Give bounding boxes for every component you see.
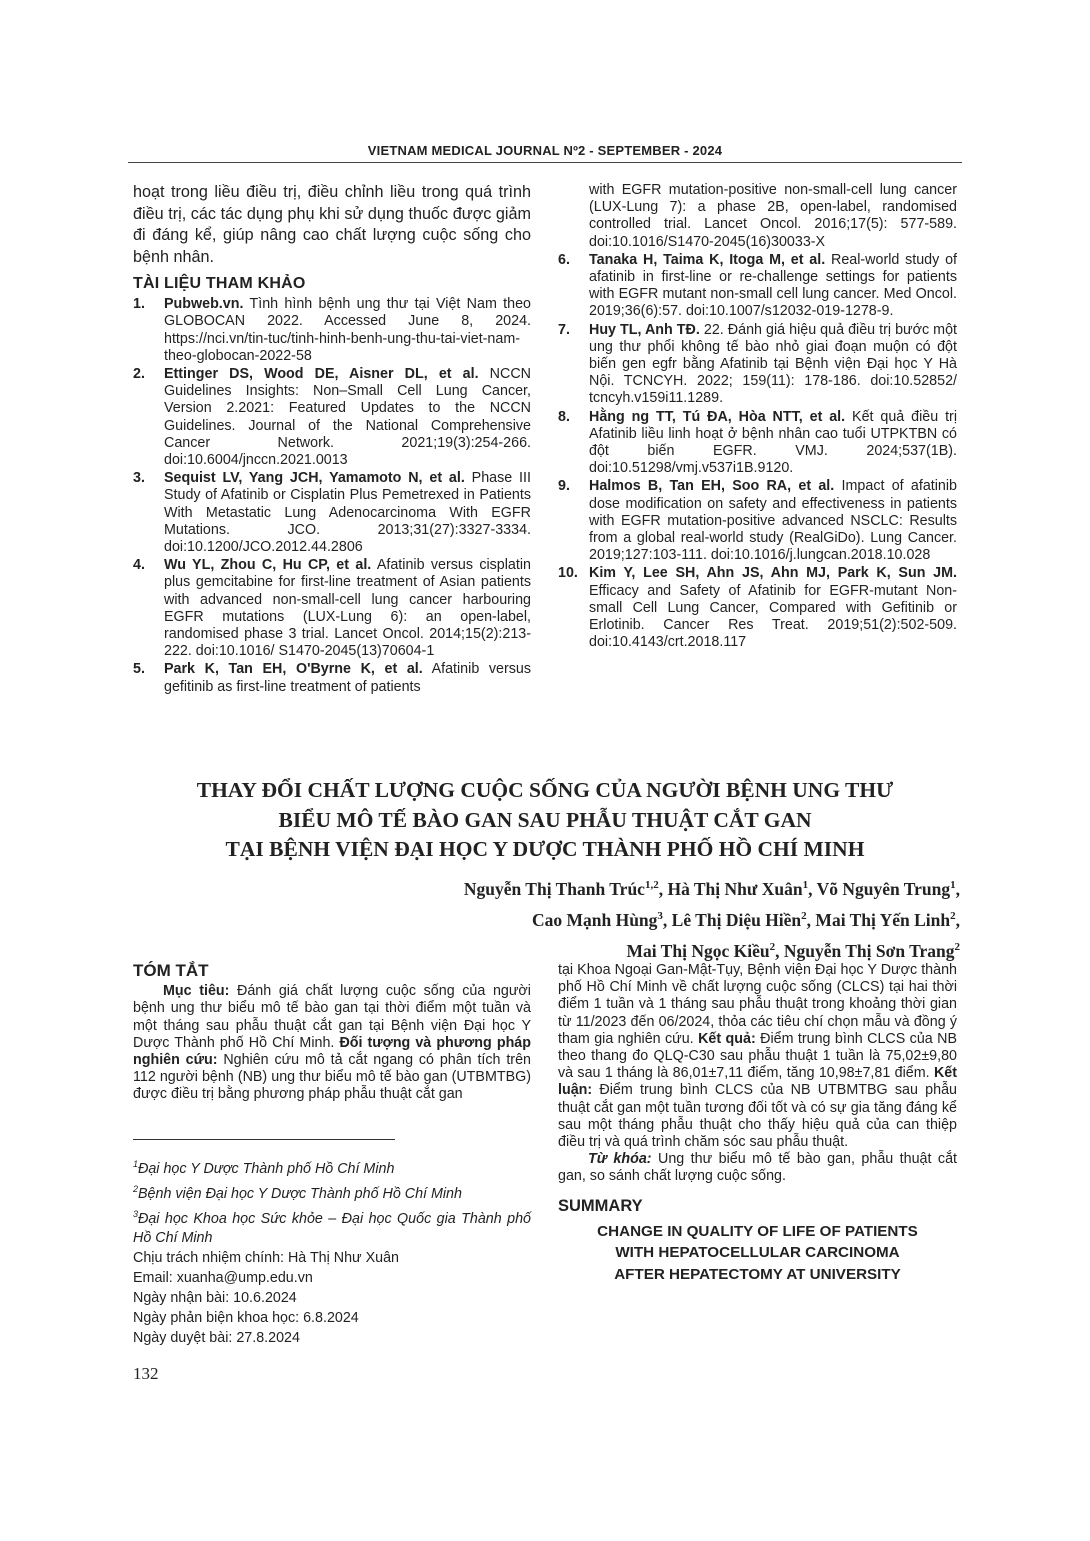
page-number: 132 <box>133 1364 159 1383</box>
author-affiliation: 2 <box>801 909 807 922</box>
reference-number: 10. <box>558 565 578 582</box>
author-affiliation: 3 <box>657 909 663 922</box>
conclusion-text: Điểm trung bình CLCS của NB UTBMTBG sau phẫu thuật cắt gan một tuần tương đối tốt và có sự gia tăng đáng kể sau một tháng phẫu thuật cho thấy hiệu quả của can thiệp điều trị và quá trình chăm sóc sau phẫu thuật. <box>558 1082 957 1151</box>
author-name: Võ Nguyên Trung <box>816 878 951 899</box>
header-rule <box>128 162 962 163</box>
reference-item <box>133 296 531 365</box>
reference-number: 5. <box>133 661 145 678</box>
author-name: Nguyễn Thị Thanh Trúc <box>463 878 645 899</box>
references-list-left <box>133 296 531 696</box>
reference-body <box>589 565 957 651</box>
summary-title-line: WITH HEPATOCELLULAR CARCINOMA <box>615 1244 900 1262</box>
reference-authors: Hằng ng TT, Tú ĐA, Hòa NTT, et al. <box>589 408 846 425</box>
reference-body <box>164 470 531 556</box>
conclusion-label: Kết luận: <box>558 1065 957 1099</box>
reference-authors: Halmos B, Tan EH, Soo RA, et al. <box>589 478 835 495</box>
summary-title-line: AFTER HEPATECTOMY AT UNIVERSITY <box>614 1265 901 1283</box>
reference-body <box>589 478 957 564</box>
reference-item <box>133 366 531 469</box>
reference-text: Tình hình bệnh ung thư tại Việt Nam theo GLOBOCAN 2022. Accessed June 8, 2024. https://nci.vn/tin-tuc/tinh-hinh-benh-ung-thu-tai-viet-nam-theo-globocan-2022-58 <box>164 296 531 364</box>
author-line <box>300 872 960 903</box>
author-name: Mai Thị Yến Linh <box>815 909 951 930</box>
reference-body <box>589 322 957 408</box>
top-left-column <box>133 182 531 697</box>
reference-number: 8. <box>558 408 570 425</box>
footnote-marker: 3 <box>133 1208 139 1219</box>
footnote-rule <box>133 1139 395 1140</box>
reference-item <box>558 322 957 408</box>
methods-text: Nghiên cứu mô tả cắt ngang có phân tích trên 112 người bệnh (NB) ung thư biểu mô tế bào gan (UTBMTBG) được điều trị bằng phương pháp phẫu thuật cắt gan <box>133 1052 531 1103</box>
reference-authors: Tanaka H, Taima K, Itoga M, et al. <box>589 251 826 268</box>
objective-text: Đánh giá chất lượng cuộc sống của người bệnh ung thư biểu mô tế bào gan tại thời điểm một tuần và một tháng sau phẫu thuật cắt gan tại Bệnh viện Đại học Y Dược Thành phố Hồ Chí Minh. <box>133 983 531 1051</box>
corresponding-author: Chịu trách nhiệm chính: Hà Thị Như Xuân <box>133 1250 399 1267</box>
article-title <box>128 776 962 865</box>
author-separator: , <box>662 909 672 930</box>
author-separator: , <box>955 878 960 899</box>
reference-number: 7. <box>558 321 570 338</box>
author-separator: , <box>806 909 816 930</box>
abstract-heading: TÓM TẮT <box>133 961 209 980</box>
footnote-marker: 1 <box>133 1159 139 1169</box>
reference-text: 22. Đánh giá hiệu quả điều trị bước một ung thư phổi không tế bào nhỏ giai đoạn muộn có đột biến gen egfr bằng Afatinib tại Bệnh viện Đại học Y Hà Nội. TCNCYH. 2022; 159(11): 178-186. doi:10.52852/ tcncyh.v159i11.1289. <box>589 321 957 407</box>
reference-number: 9. <box>558 478 570 495</box>
author-name: Lê Thị Diệu Hiền <box>671 909 802 930</box>
results-text: Điểm trung bình CLCS của NB theo thang đo QLQ-C30 sau phẫu thuật 1 tuần là 75,02±9,80 và sau 1 tháng là 86,01±7,11 điểm, tăng 10,98±7,81 điểm. <box>558 1030 957 1082</box>
author-line <box>300 934 960 965</box>
footnote-text: Bệnh viện Đại học Y Dược Thành phố Hồ Chí Minh <box>138 1185 462 1202</box>
article-title-line: TẠI BỆNH VIỆN ĐẠI HỌC Y DƯỢC THÀNH PHỐ HỒ CHÍ MINH <box>225 837 865 861</box>
reference-number: 2. <box>133 366 145 383</box>
email: Email: xuanha@ump.edu.vn <box>133 1270 313 1287</box>
references-list-right <box>558 252 957 652</box>
reference-authors: Wu YL, Zhou C, Hu CP, et al. <box>164 557 372 574</box>
running-header: VIETNAM MEDICAL JOURNAL Nº2 - SEPTEMBER - 2024 <box>367 143 723 158</box>
reference-item <box>558 409 957 478</box>
keywords-text: Ung thư biểu mô tế bào gan, phẫu thuật cắt gan, so sánh chất lượng cuộc sống. <box>558 1151 957 1185</box>
reference-text: Afatinib versus gefitinib as first-line treatment of patients <box>164 661 531 695</box>
abstract-right-column <box>558 962 957 1285</box>
reference-item <box>133 661 531 695</box>
reference-authors: Pubweb.vn. <box>164 296 244 313</box>
reference-body <box>164 366 531 469</box>
received-date: Ngày nhận bài: 10.6.2024 <box>133 1290 297 1307</box>
footnote <box>133 1179 531 1204</box>
author-name: Mai Thị Ngọc Kiều <box>626 940 770 961</box>
reference-text: Kết quả điều trị Afatinib liều linh hoạt ở bệnh nhân cao tuổi UTPKTBN có đột biến EGFR. VMJ. 2024;537(1B). doi:10.51298/vmj.v537i1B.9120. <box>589 408 957 477</box>
author-separator: , <box>775 940 784 961</box>
reference-text: Real-world study of afatinib in first-line or re-challenge settings for patients with EGFR mutant non-small cell lung cancer. Med Oncol. 2019;36(6):57. doi:10.1007/s12032-019-1278-9. <box>589 251 957 320</box>
footnote-marker: 2 <box>133 1183 139 1194</box>
footnote <box>133 1204 531 1249</box>
author-affiliation: 1 <box>802 879 809 891</box>
summary-title-line: CHANGE IN QUALITY OF LIFE OF PATIENTS <box>597 1222 918 1240</box>
footnote-text: Đại học Y Dược Thành phố Hồ Chí Minh <box>138 1160 395 1177</box>
reference-number: 3. <box>133 470 145 487</box>
results-label: Kết quả: <box>698 1030 756 1047</box>
review-date: Ngày phản biện khoa học: 6.8.2024 <box>133 1310 359 1327</box>
references-heading: TÀI LIỆU THAM KHẢO <box>133 275 306 292</box>
reference-item <box>558 478 957 564</box>
reference-number: 1. <box>133 296 145 313</box>
reference-number: 4. <box>133 557 145 574</box>
reference-text: Afatinib versus cisplatin plus gemcitabine for first-line treatment of Asian patients with advanced non-small-cell lung cancer harbouring EGFR mutations (LUX-Lung 6): an open-label, randomised phase 3 trial. Lancet Oncol. 2014;15(2):213-222. doi:10.1016/ S1470-2045(13)70604-1 <box>164 557 531 660</box>
author-affiliation: 1 <box>950 879 956 891</box>
reference-authors: Park K, Tan EH, O'Byrne K, et al. <box>164 661 423 678</box>
reference-number: 6. <box>558 251 570 268</box>
accepted-date: Ngày duyệt bài: 27.8.2024 <box>133 1330 300 1347</box>
author-affiliation: 1,2 <box>644 879 659 891</box>
objective-label: Mục tiêu: <box>163 983 230 1000</box>
author-separator: , <box>955 909 960 930</box>
author-name: Nguyễn Thị Sơn Trang <box>783 940 955 961</box>
author-affiliation: 2 <box>954 940 960 953</box>
footnote-text: Đại học Khoa học Sức khỏe – Đại học Quốc gia Thành phố Hồ Chí Minh <box>133 1210 531 1247</box>
abstract-paragraph <box>133 983 531 1103</box>
author-line <box>300 903 960 934</box>
reference-body <box>164 661 531 695</box>
author-name: Cao Mạnh Hùng <box>531 909 658 930</box>
author-affiliation: 2 <box>769 940 776 953</box>
reference-item <box>133 557 531 660</box>
reference-item <box>133 470 531 556</box>
author-separator: , <box>808 878 817 899</box>
reference-authors: Huy TL, Anh TĐ. <box>589 321 700 338</box>
summary-heading: SUMMARY <box>558 1196 643 1215</box>
reference-body <box>164 557 531 660</box>
reference-authors: Kim Y, Lee SH, Ahn JS, Ahn MJ, Park K, Sun JM. <box>589 565 957 582</box>
author-separator: , <box>658 878 668 899</box>
intro-paragraph: hoạt trong liều điều trị, điều chỉnh liều trong quá trình điều trị, các tác dụng phụ khi sử dụng thuốc được giảm đi đáng kể, giúp nâng cao chất lượng cuộc sống cho bệnh nhân. <box>133 183 531 266</box>
reference-authors: Ettinger DS, Wood DE, Aisner DL, et al. <box>164 366 479 383</box>
reference-text: Phase III Study of Afatinib or Cisplatin Plus Pemetrexed in Patients With Metastatic Lung Adenocarcinoma With EGFR Mutations. JCO. 2013;31(27):3327-3334. doi:10.1200/JCO.2012.44.2806 <box>164 470 531 556</box>
methods-label: Đối tượng và phương pháp nghiên cứu: <box>133 1034 531 1069</box>
methods-text-continued: tại Khoa Ngoại Gan-Mật-Tụy, Bệnh viện Đại học Y Dược thành phố Hồ Chí Minh về chất lượng cuộc sống (CLCS) tại hai thời điểm 1 tuần và 1 tháng sau phẫu thuật trong khoảng thời gian từ 11/2023 đến 06/2024, thỏa các tiêu chí chọn mẫu và đồng ý tham gia nghiên cứu. <box>558 962 957 1047</box>
reference-body <box>589 409 957 478</box>
reference-item <box>558 252 957 321</box>
keywords <box>558 1151 957 1185</box>
reference-item <box>558 565 957 651</box>
reference-body <box>164 296 531 365</box>
footnotes <box>133 1154 531 1348</box>
abstract-continuation <box>558 962 957 1151</box>
author-affiliation: 2 <box>950 909 956 922</box>
top-right-column <box>558 182 957 652</box>
article-title-line: THAY ĐỔI CHẤT LƯỢNG CUỘC SỐNG CỦA NGƯỜI BỆNH UNG THƯ <box>196 778 894 802</box>
reference-5-continuation: with EGFR mutation-positive non-small-cell lung cancer (LUX-Lung 7): a phase 2B, open-label, randomised controlled trial. Lancet Oncol. 2016;17(5): 577-589. doi:10.1016/S1470-2045(16)30033-X <box>589 182 957 250</box>
abstract-left-column <box>133 962 531 1104</box>
author-name: Hà Thị Như Xuân <box>667 878 803 899</box>
keywords-label: Từ khóa: <box>588 1151 652 1168</box>
reference-body <box>589 252 957 321</box>
reference-text: Impact of afatinib dose modification on safety and effectiveness in patients with EGFR mutation-positive advanced NSCLC: Results from a global real-world study (RealGiDo). Lung Cancer. 2019;127:103-111. doi:10.1016/j.lungcan.2018.10.028 <box>589 478 957 564</box>
reference-authors: Sequist LV, Yang JCH, Yamamoto N, et al. <box>164 470 465 487</box>
author-list <box>300 872 960 964</box>
reference-text: NCCN Guidelines Insights: Non–Small Cell Lung Cancer, Version 2.2021: Featured Updates to the NCCN Guidelines. Journal of the National Comprehensive Cancer Network. 2021;19(3):254-266. doi:10.6004/jnccn.2021.0013 <box>164 366 531 469</box>
footnote <box>133 1154 531 1179</box>
article-title-line: BIỂU MÔ TẾ BÀO GAN SAU PHẪU THUẬT CẮT GAN <box>278 807 812 832</box>
reference-text: Efficacy and Safety of Afatinib for EGFR-mutant Non-small Cell Lung Cancer, Compared with Gefitinib or Erlotinib. Cancer Res Treat. 2019;51(2):502-509. doi:10.4143/crt.2018.117 <box>589 582 957 651</box>
